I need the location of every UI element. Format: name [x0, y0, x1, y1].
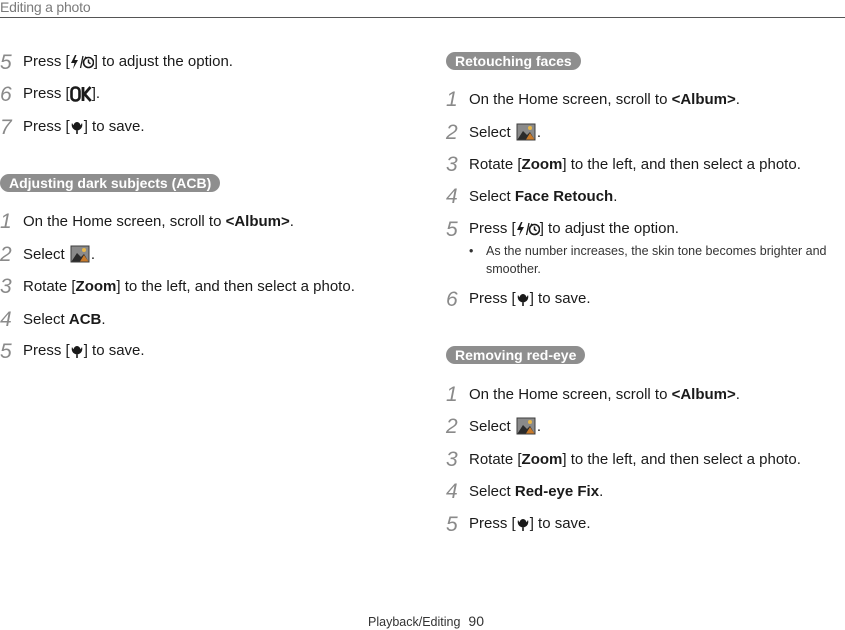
step-text: Press [ ] to save.: [23, 341, 145, 359]
step-number: 2: [446, 414, 458, 438]
header-title: Editing a photo: [0, 0, 91, 15]
page-header: [0, 0, 845, 18]
page-footer: [368, 613, 484, 629]
step-acb-5: [0, 338, 145, 364]
step-text: Rotate [Zoom] to the left, and then select a photo.: [469, 450, 801, 468]
flash-timer-key-icon: [70, 54, 94, 70]
section-title-acb: Adjusting dark subjects (ACB): [0, 174, 220, 192]
step-acb-4: [0, 306, 106, 332]
step-number: 4: [446, 479, 458, 503]
step-retouch-3: [446, 151, 801, 177]
step-text: Press [ ] to adjust the option.: [469, 219, 679, 237]
step-text: Select Face Retouch.: [469, 187, 618, 205]
step-number: 5: [446, 512, 458, 536]
step-text: On the Home screen, scroll to <Album>.: [23, 212, 294, 230]
step-text: Press [ ] to adjust the option.: [23, 52, 233, 70]
step-text: Select .: [469, 124, 542, 141]
step-redeye-3: [446, 446, 801, 472]
step-text: Rotate [Zoom] to the left, and then select a photo.: [23, 277, 355, 295]
step-number: 3: [0, 274, 12, 298]
bullet-icon: •: [469, 244, 474, 258]
step-redeye-2: [446, 413, 541, 439]
step-number: 2: [0, 242, 12, 266]
step-retouch-6: [446, 286, 591, 312]
flash-timer-key-icon: [516, 221, 540, 237]
step-text: Select ACB.: [23, 310, 106, 328]
step-retouch-1: [446, 86, 740, 112]
step-redeye-1: [446, 381, 740, 407]
step-number: 7: [0, 115, 12, 139]
note-skin-tone: • As the number increases, the skin tone becomes brighter and smoother.: [469, 244, 827, 276]
ok-key-icon: [70, 86, 92, 102]
step-text: Press [ ] to save.: [23, 117, 145, 135]
section-title-redeye: Removing red-eye: [446, 346, 585, 364]
photo-thumbnail-icon: [70, 245, 90, 263]
macro-key-icon: [516, 516, 530, 532]
page-number: 90: [468, 613, 484, 629]
photo-thumbnail-icon: [516, 123, 536, 141]
step-redeye-4: [446, 478, 603, 504]
step-text: On the Home screen, scroll to <Album>.: [469, 385, 740, 403]
step-acb-3: [0, 273, 355, 299]
step-retouch-4: [446, 183, 617, 209]
step-number: 2: [446, 120, 458, 144]
step-left-top-6: [0, 81, 100, 107]
step-number: 5: [446, 217, 458, 241]
step-left-top-7: [0, 114, 145, 140]
step-number: 5: [0, 50, 12, 74]
step-redeye-5: [446, 511, 591, 537]
step-text: Press [ ] to save.: [469, 514, 591, 532]
step-number: 1: [0, 209, 12, 233]
section-title-retouch: Retouching faces: [446, 52, 581, 70]
step-text: Select .: [469, 418, 542, 435]
step-number: 4: [0, 307, 12, 331]
step-text: Press [ ] to save.: [469, 289, 591, 307]
step-acb-2: [0, 241, 95, 267]
step-text: On the Home screen, scroll to <Album>.: [469, 90, 740, 108]
macro-key-icon: [516, 291, 530, 307]
step-number: 1: [446, 382, 458, 406]
step-number: 3: [446, 152, 458, 176]
step-retouch-5: [446, 216, 679, 242]
step-number: 5: [0, 339, 12, 363]
step-text: Rotate [Zoom] to the left, and then select a photo.: [469, 155, 801, 173]
photo-thumbnail-icon: [516, 417, 536, 435]
step-number: 1: [446, 87, 458, 111]
macro-key-icon: [70, 119, 84, 135]
step-number: 3: [446, 447, 458, 471]
step-text: Press [ ].: [23, 84, 101, 102]
step-number: 6: [446, 287, 458, 311]
step-number: 6: [0, 82, 12, 106]
footer-section: Playback/Editing: [368, 615, 461, 629]
step-retouch-2: [446, 119, 541, 145]
step-text: Select .: [23, 246, 96, 263]
step-text: Select Red-eye Fix.: [469, 482, 604, 500]
step-acb-1: [0, 208, 294, 234]
step-left-top-5: [0, 49, 233, 75]
macro-key-icon: [70, 343, 84, 359]
step-number: 4: [446, 184, 458, 208]
